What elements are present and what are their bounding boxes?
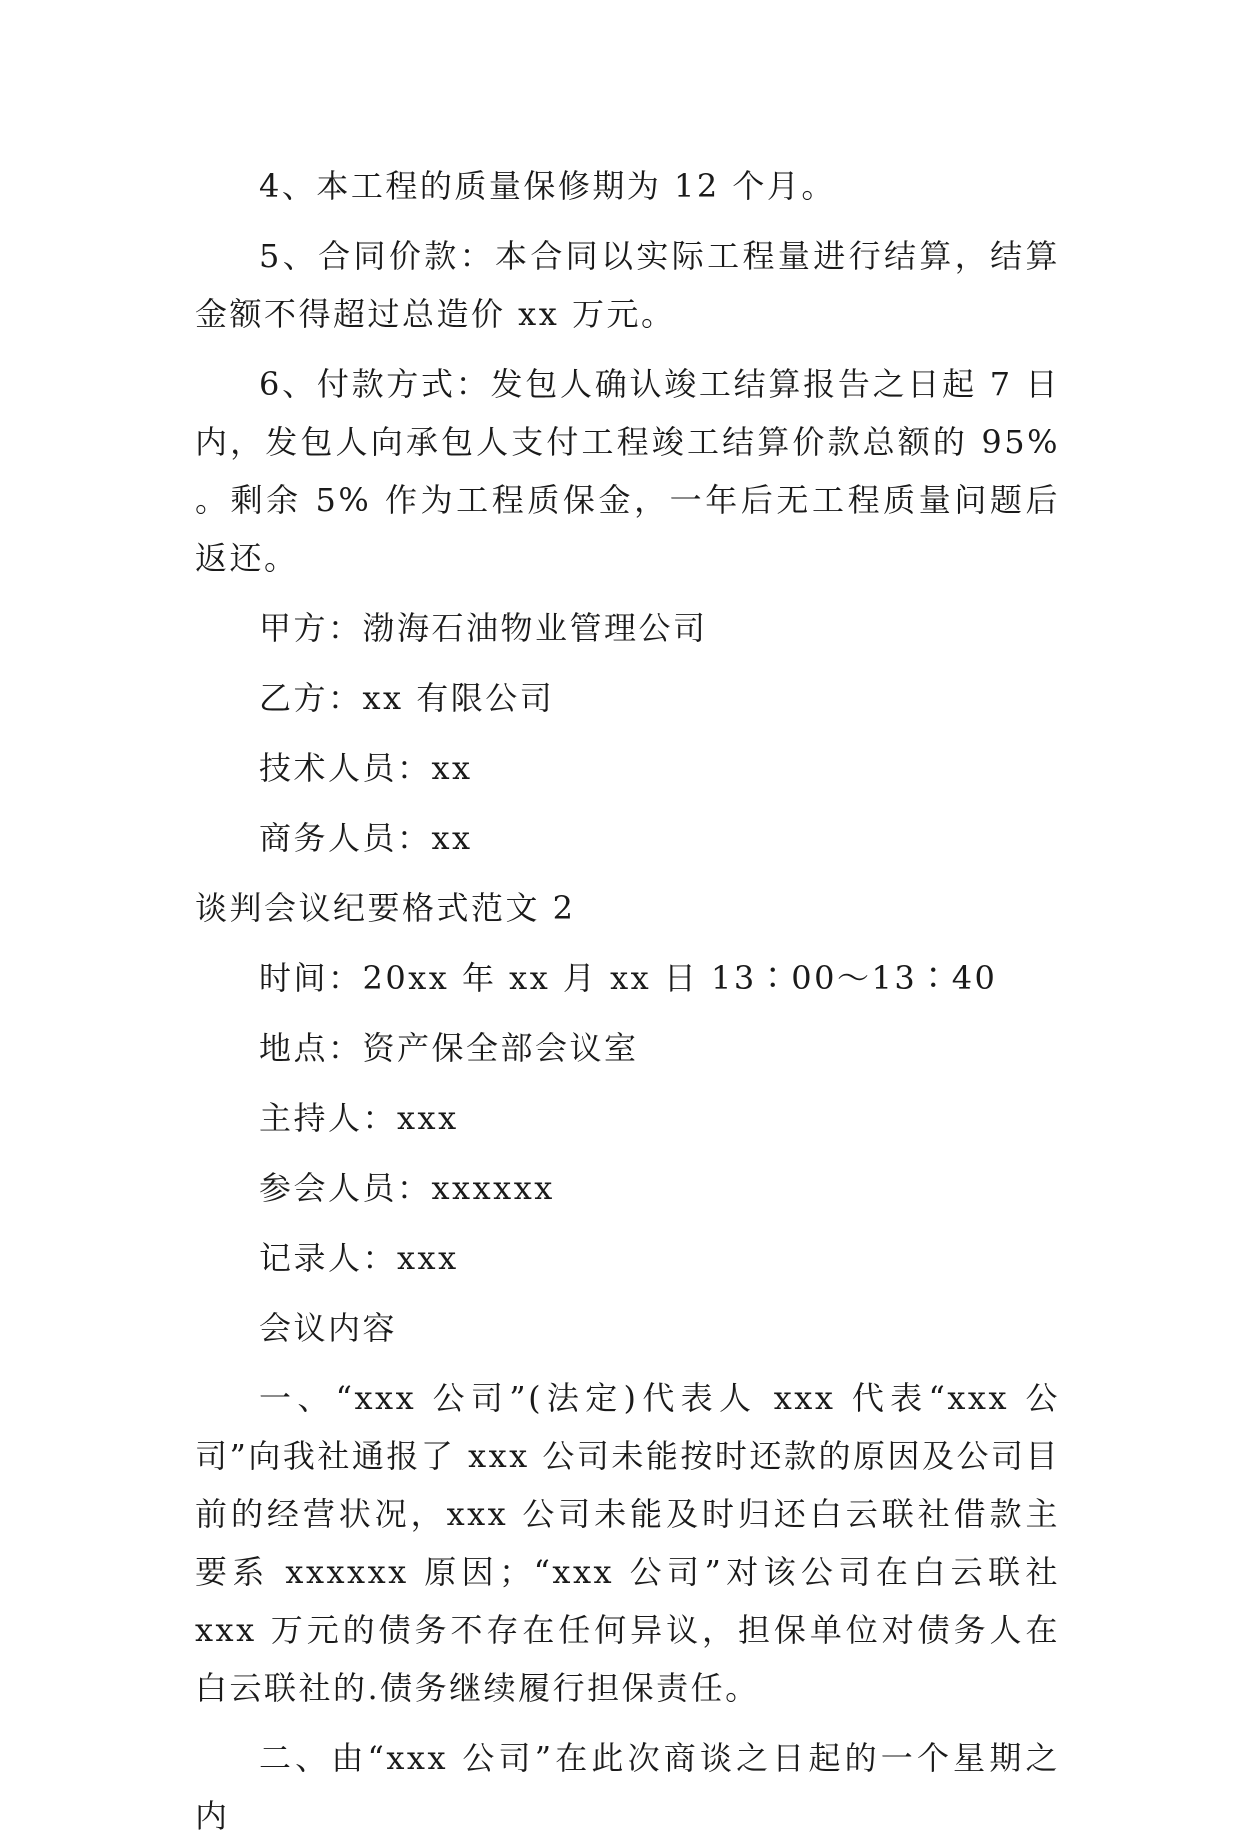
- clause-contract-price: 5、合同价款：本合同以实际工程量进行结算，结算金额不得超过总造价 xx 万元。: [195, 237, 1060, 333]
- meeting-host: 主持人：xxx: [259, 1099, 459, 1137]
- content-item-2: 二、由“xxx 公司”在此次商谈之日起的一个星期之内: [195, 1739, 1060, 1835]
- party-b: 乙方：xx 有限公司: [259, 679, 555, 717]
- technical-staff: 技术人员：xx: [259, 749, 473, 787]
- meeting-location: 地点：资产保全部会议室: [259, 1029, 639, 1067]
- clause-payment-method: 6、付款方式：发包人确认竣工结算报告之日起 7 日内，发包人向承包人支付工程竣工结算价款总额的 95% 。剩余 5% 作为工程质保金，一年后无工程质量问题后返还。: [195, 365, 1060, 577]
- content-item-1: 一、“xxx 公司”(法定)代表人 xxx 代表“xxx 公司”向我社通报了 xxx 公司未能按时还款的原因及公司目前的经营状况，xxx 公司未能及时归还白云联社借款主要系 xxxxxx 原因；“xxx 公司”对该公司在白云联社 xxx 万元的债务不存在任何异议，担保单位对债务人在白云联社的.债务继续履行担保责任。: [195, 1379, 1060, 1707]
- meeting-recorder: 记录人：xxx: [259, 1239, 459, 1277]
- party-a: 甲方：渤海石油物业管理公司: [259, 609, 708, 647]
- document-body: [195, 157, 1060, 1845]
- clause-warranty-period: 4、本工程的质量保修期为 12 个月。: [259, 167, 836, 205]
- meeting-time: 时间：20xx 年 xx 月 xx 日 13∶00～13∶40: [259, 959, 998, 997]
- business-staff: 商务人员：xx: [259, 819, 473, 857]
- meeting-content-heading: 会议内容: [259, 1309, 398, 1347]
- section-title: 谈判会议纪要格式范文 2: [195, 889, 576, 927]
- meeting-attendees: 参会人员：xxxxxx: [259, 1169, 555, 1207]
